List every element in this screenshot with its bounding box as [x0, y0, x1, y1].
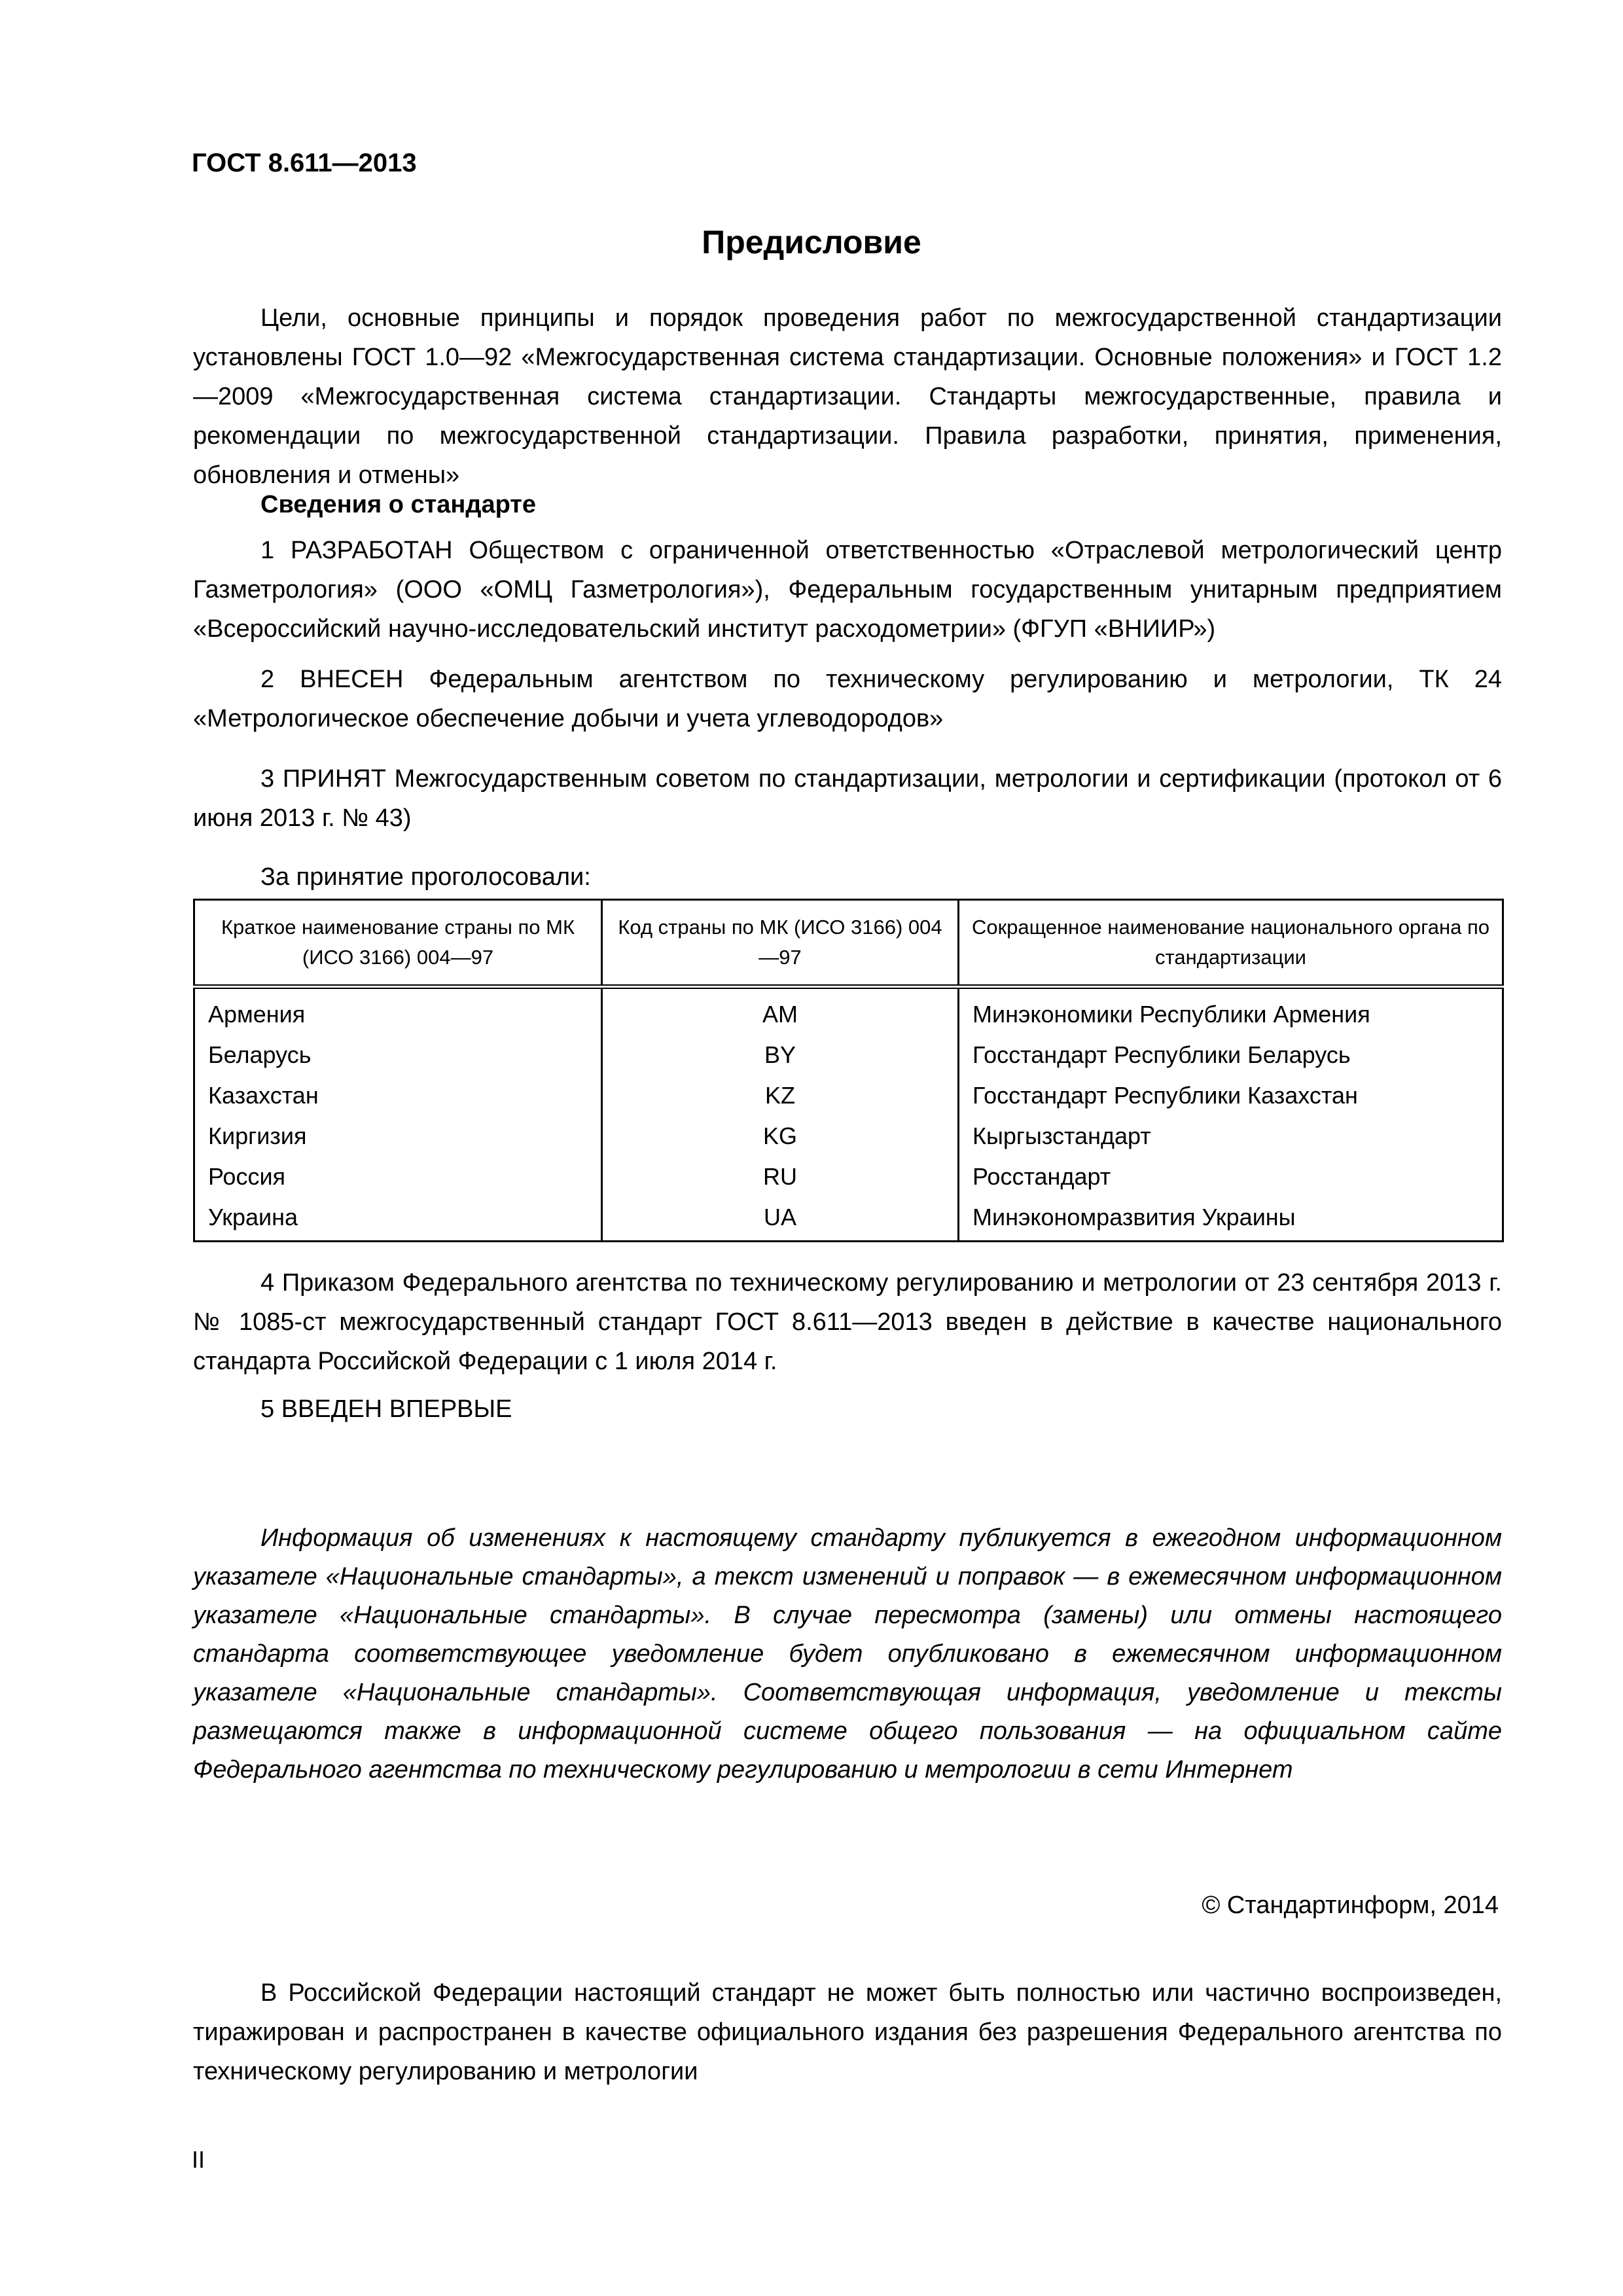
- column-header-code: Код страны по МК (ИСО 3166) 004—97: [602, 900, 959, 987]
- item-1-developed-by: 1 РАЗРАБОТАН Обществом с ограниченной ответственностью «Отраслевой метрологический центр Газметрология» (ООО «ОМЦ Газметрология»), Федеральным государственным унитарным предприятием «Всероссийский научно-исследовательский институт расходометрии» (ФГУП «ВНИИР»): [193, 537, 1502, 643]
- cell-code: RU: [602, 1157, 959, 1197]
- table-row: [194, 1035, 1503, 1075]
- cell-national-body: Госстандарт Республики Беларусь: [959, 1035, 1503, 1075]
- cell-country: Казахстан: [194, 1075, 602, 1116]
- table-row: [194, 1075, 1503, 1116]
- cell-code: KZ: [602, 1075, 959, 1116]
- column-header-national-body: Сокращенное наименование национального органа по стандартизации: [959, 900, 1503, 987]
- item-4-order-of-agency: 4 Приказом Федерального агентства по техническому регулированию и метрологии от 23 сентября 2013 г. № 1085-ст межгосударственный стандарт ГОСТ 8.611—2013 введен в действие в качестве национального стандарта Российской Федерации с 1 июля 2014 г.: [193, 1269, 1502, 1375]
- table-row: [194, 1157, 1503, 1197]
- item-2-submitted-by: 2 ВНЕСЕН Федеральным агентством по техническому регулированию и метрологии, ТК 24 «Метрологическое обеспечение добычи и учета углеводородов»: [193, 666, 1502, 732]
- reproduction-restriction-notice: В Российской Федерации настоящий стандарт не может быть полностью или частично воспроизведен, тиражирован и распространен в качестве официального издания без разрешения Федерального агентства по техническому регулированию и метрологии: [193, 1979, 1502, 2085]
- voting-countries-table: [193, 899, 1504, 1242]
- cell-code: AM: [602, 987, 959, 1035]
- cell-country: Киргизия: [194, 1116, 602, 1157]
- document-code: ГОСТ 8.611—2013: [192, 149, 417, 177]
- section-heading-about-standard: Сведения о стандарте: [260, 491, 537, 518]
- amendments-notice: Информация об изменениях к настоящему стандарту публикуется в ежегодном информационном указателе «Национальные стандарты», а текст изменений и поправок — в ежемесячном информационном указателе «Национальные стандарты». В случае пересмотра (замены) или отмены настоящего стандарта соответствующее уведомление будет опубликовано в ежемесячном информационном указателе «Национальные стандарты». Соответствующая информация, уведомление и тексты размещаются также в информационной системе общего пользования — на официальном сайте Федерального агентства по техническому регулированию и метрологии в сети Интернет: [193, 1524, 1502, 1784]
- copyright-notice: © Стандартинформ, 2014: [1202, 1892, 1499, 1919]
- table-row: [194, 1116, 1503, 1157]
- cell-country: Украина: [194, 1197, 602, 1242]
- vote-table-caption: За принятие проголосовали:: [260, 863, 591, 891]
- page-title: Предисловие: [702, 224, 921, 260]
- cell-code: UA: [602, 1197, 959, 1242]
- table-row: [194, 1197, 1503, 1242]
- page-number: II: [192, 2146, 205, 2173]
- item-3-adopted-by: 3 ПРИНЯТ Межгосударственным советом по стандартизации, метрологии и сертификации (протокол от 6 июня 2013 г. № 43): [193, 765, 1502, 832]
- cell-country: Россия: [194, 1157, 602, 1197]
- intro-paragraph: Цели, основные принципы и порядок проведения работ по межгосударственной стандартизации установлены ГОСТ 1.0—92 «Межгосударственная система стандартизации. Основные положения» и ГОСТ 1.2—2009 «Межгосударственная система стандартизации. Стандарты межгосударственные, правила и рекомендации по межгосударственной стандартизации. Правила разработки, принятия, применения, обновления и отмены»: [193, 304, 1502, 489]
- cell-national-body: Госстандарт Республики Казахстан: [959, 1075, 1503, 1116]
- item-5-introduced-first-time: 5 ВВЕДЕН ВПЕРВЫЕ: [260, 1395, 512, 1423]
- table-header-row: [194, 900, 1503, 987]
- cell-national-body: Кыргызстандарт: [959, 1116, 1503, 1157]
- cell-national-body: Минэкономразвития Украины: [959, 1197, 1503, 1242]
- cell-national-body: Росстандарт: [959, 1157, 1503, 1197]
- cell-code: KG: [602, 1116, 959, 1157]
- cell-code: BY: [602, 1035, 959, 1075]
- cell-national-body: Минэкономики Республики Армения: [959, 987, 1503, 1035]
- cell-country: Беларусь: [194, 1035, 602, 1075]
- column-header-country: Краткое наименование страны по МК (ИСО 3166) 004—97: [194, 900, 602, 987]
- cell-country: Армения: [194, 987, 602, 1035]
- table-row: [194, 987, 1503, 1035]
